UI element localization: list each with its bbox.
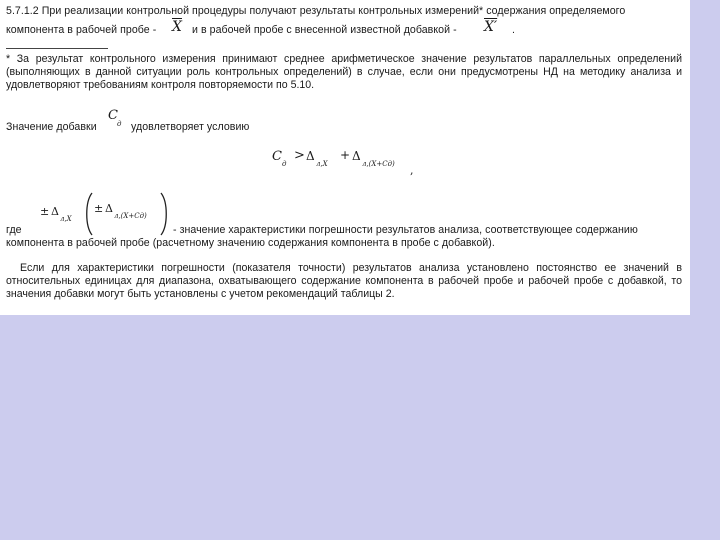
formula-delta-2: Δ [352, 149, 361, 163]
left-paren-icon [84, 192, 94, 236]
symbol-c: C [108, 108, 118, 123]
formula-delta-1-sub: л,X [316, 160, 328, 168]
condition-label-tail: удовлетворяет условию [131, 121, 250, 133]
footnote-rule [6, 48, 108, 49]
formula-delta-1: Δ [306, 149, 315, 163]
paragraph-5-7-1-2-line2b: и в рабочей пробе с внесенной известной добавкой - [192, 24, 457, 36]
formula-plus: + [340, 148, 351, 162]
condition-label: Значение добавки [6, 121, 97, 133]
where-label: где [6, 224, 22, 236]
paren-pm: ± [94, 202, 104, 215]
where-delta: Δ [51, 205, 59, 218]
symbol-x: $\overline{X}$ [172, 19, 182, 35]
symbol-c-sub: д [117, 120, 122, 128]
paragraph-5-7-1-2-line2a: компонента в рабочей пробе - [6, 24, 157, 36]
formula-c-sub: д [282, 160, 287, 168]
line2-period: . [512, 24, 515, 36]
paren-delta-sub: л,(X+Cд) [114, 212, 147, 220]
symbol-x-prime: X′ [484, 19, 498, 35]
definition-line2: компонента в рабочей пробе (расчетному значению содержания компонента в пробе с добавкой). [6, 237, 495, 249]
where-delta-sub: л,X [60, 215, 72, 223]
paragraph-5-7-1-2-line1: 5.7.1.2 При реализации контрольной процедуры получают результаты контрольных измерений* содержания определяемого [6, 5, 626, 17]
formula-comma: , [410, 164, 414, 177]
paren-delta: Δ [105, 202, 113, 215]
formula-gt: > [294, 148, 305, 163]
footnote-text: * За результат контрольного измерения принимают среднее арифметическое значение результатов параллельных определений (выполняющих в данной ситуации роль контрольных определений) в случае, если они предусмотрены НД на методику анализа и удовлетворяют требованиям контроля повторяемости по 5.10. [6, 53, 682, 91]
formula-delta-2-sub: л,(X+Cд) [362, 160, 395, 168]
right-paren-icon [159, 192, 169, 236]
definition-tail: - значение характеристики погрешности результатов анализа, соответствующее содержанию [173, 224, 638, 236]
formula-c: C [272, 149, 282, 164]
last-paragraph: Если для характеристики погрешности (показателя точности) результатов анализа установлено постоянство ее значений в относительных единицах для диапазона, охватывающего содержание компонента в рабочей пробе и рабочей пробе с добавкой, то значения добавки могут быть установлены с учетом рекомендаций таблицы 2. [6, 262, 682, 300]
where-pm: ± [40, 205, 50, 218]
